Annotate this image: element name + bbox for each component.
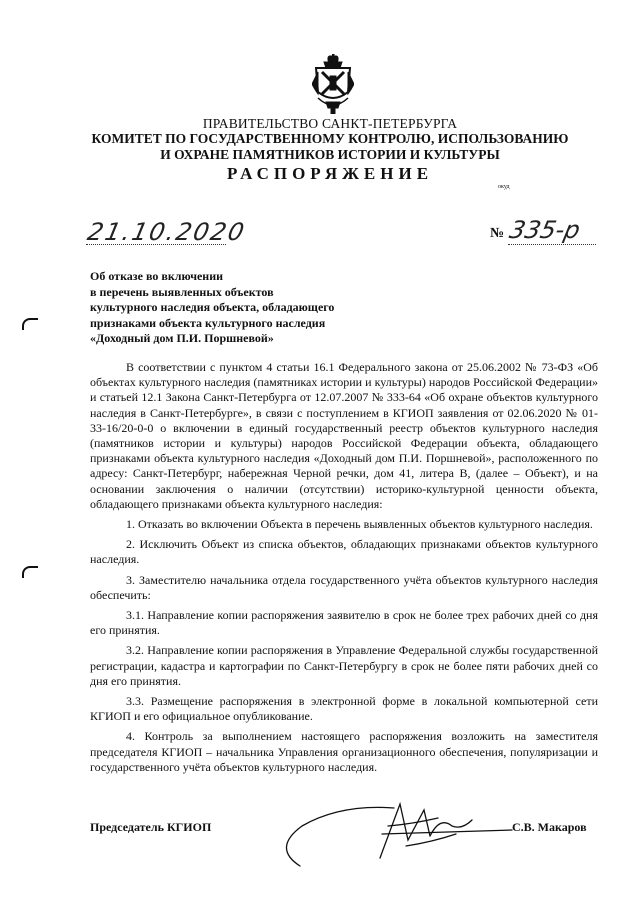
clause-3: 3. Заместителю начальника отдела государственного учёта объектов культурного наследия обеспечить:	[90, 572, 598, 602]
subject-line: признаками объекта культурного наследия	[90, 315, 326, 330]
document-body	[90, 360, 598, 780]
number-sign: №	[490, 226, 505, 241]
subject-line: культурного наследия объекта, обладающего	[90, 300, 335, 315]
margin-mark	[22, 566, 38, 578]
subject-line: в перечень выявленных объектов	[90, 284, 274, 299]
okud-label: окуд	[498, 184, 510, 190]
clause-3-1: 3.1. Направление копии распоряжения заявителю в срок не более трех рабочих дней со дня его принятия.	[90, 608, 598, 638]
subject-block	[90, 269, 390, 347]
signature-graphic	[262, 796, 522, 870]
date-underline	[86, 244, 226, 245]
subject-line: Об отказе во включении	[90, 269, 224, 283]
margin-mark	[22, 318, 38, 330]
clause-4: 4. Контроль за выполнением настоящего распоряжения возложить на заместителя председателя КГИОП – начальника Управления организационного обеспечения, популяризации и государственного учёта объектов культурного наследия.	[90, 729, 598, 774]
subject-line: «Доходный дом П.И. Поршневой»	[90, 331, 274, 346]
committee-title-line-2: И ОХРАНЕ ПАМЯТНИКОВ ИСТОРИИ И КУЛЬТУРЫ	[160, 147, 500, 162]
clause-1: 1. Отказать во включении Объекта в перечень выявленных объектов культурного наследия.	[126, 517, 593, 532]
coat-of-arms-icon	[312, 54, 354, 114]
government-title: ПРАВИТЕЛЬСТВО САНКТ-ПЕТЕРБУРГА	[202, 116, 458, 131]
signatory-name: С.В. Макаров	[512, 820, 587, 834]
document-number: 335-р	[507, 216, 583, 244]
preamble-paragraph: В соответствии с пунктом 4 статьи 16.1 Федерального закона от 25.06.2002 № 73-ФЗ «Об объектах культурного наследия (памятниках истории и культуры) народов Российской Федерации» и статьей 12.1 Закона Санкт-Петербурга от 12.07.2007 № 333-64 «Об охране объектов культурного наследия в Санкт-Петербурге», в связи с поступлением в КГИОП заявления от 02.06.2020 № 01-33-16/20-0-0 о включении в единый государственный реестр объектов культурного наследия (памятников истории и культуры) народов Российской Федерации объекта, обладающего признаками объекта культурного наследия «Доходный дом П.И. Поршневой», расположенного по адресу: Санкт-Петербург, набережная Черной речки, дом 41, литера В, (далее – Объект), и на основании заключения о наличии (отсутствии) историко-культурной ценности объекта, обладающего признаками объекта культурного наследия:	[90, 360, 598, 511]
document-date: 21.10.2020	[85, 218, 249, 246]
signatory-position: Председатель КГИОП	[90, 820, 212, 834]
clause-3-2: 3.2. Направление копии распоряжения в Управление Федеральной службы государственной регистрации, кадастра и картографии по Санкт-Петербургу в срок не более пяти рабочих дней со дня его принятия.	[90, 643, 598, 688]
clause-3-3: 3.3. Размещение распоряжения в электронной форме в локальной компьютерной сети КГИОП и его официальное опубликование.	[90, 694, 598, 724]
committee-title-line-1: КОМИТЕТ ПО ГОСУДАРСТВЕННОМУ КОНТРОЛЮ, ИСПОЛЬЗОВАНИЮ	[91, 131, 569, 146]
clause-2: 2. Исключить Объект из списка объектов, обладающих признаками объектов культурного наследия.	[90, 537, 598, 567]
document-type-title: РАСПОРЯЖЕНИЕ	[226, 164, 434, 183]
number-underline	[508, 244, 596, 245]
